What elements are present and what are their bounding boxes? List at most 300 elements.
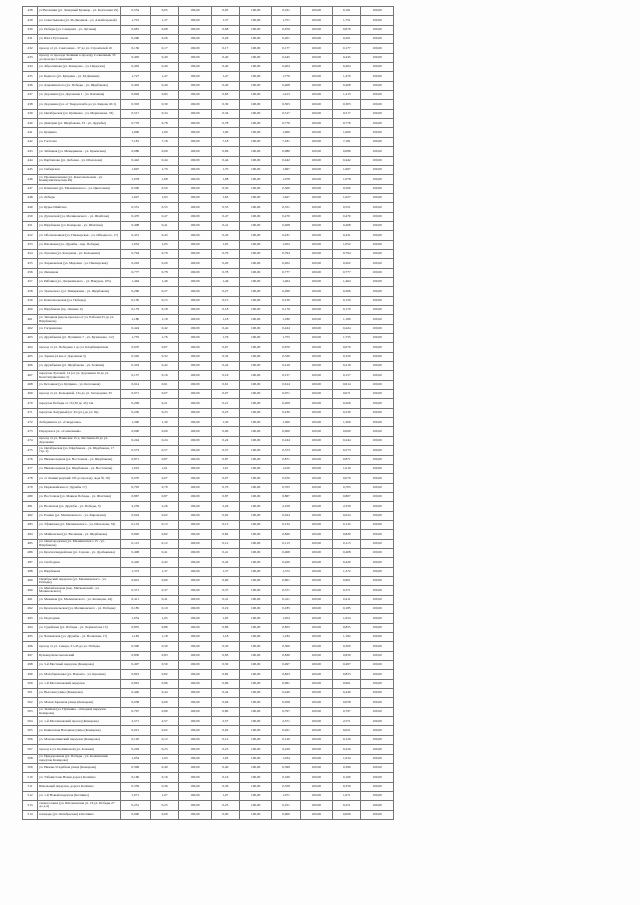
table-row bbox=[23, 100, 394, 109]
value-cell: 100,00 bbox=[239, 455, 272, 464]
value-cell: 0,78 bbox=[211, 268, 239, 277]
value-cell: 1,00 bbox=[150, 128, 178, 137]
road-name-cell: ул. Узбекистана Новая дорога Колпино bbox=[38, 773, 120, 782]
road-name-cell: ул. Дзержинского (ул. Победы - ул. Щербакова) bbox=[38, 81, 120, 90]
value-cell: 0,408 bbox=[272, 81, 300, 90]
value-cell: 0,44 bbox=[150, 689, 178, 698]
road-name-cell: ул. Лебеди bbox=[38, 193, 120, 202]
value-cell: 0,359 bbox=[333, 782, 361, 791]
value-cell: 0,251 bbox=[333, 801, 361, 810]
value-cell: 0,37 bbox=[150, 586, 178, 595]
road-name-cell: ул. Гагаринская bbox=[38, 324, 120, 333]
value-cell: 0,024 bbox=[272, 511, 300, 520]
row-number-cell: 496 bbox=[23, 642, 38, 651]
value-cell: 100,00 bbox=[179, 595, 212, 604]
value-cell: 1,46 bbox=[211, 277, 239, 286]
road-name-cell: Переулок в ул. «Солнечный» bbox=[38, 427, 120, 436]
value-cell: 0,83 bbox=[211, 651, 239, 660]
value-cell: 1,18 bbox=[150, 633, 178, 642]
value-cell: 0,07 bbox=[150, 390, 178, 399]
value-cell: 1,000 bbox=[333, 128, 361, 137]
value-cell: 100,00 bbox=[361, 408, 394, 417]
value-cell: 0,57 bbox=[150, 446, 178, 455]
value-cell: 100,00 bbox=[179, 763, 212, 772]
row-number-cell: 451 bbox=[23, 221, 38, 230]
value-cell: 1,627 bbox=[333, 193, 361, 202]
value-cell: 0,440 bbox=[333, 689, 361, 698]
table-row bbox=[23, 109, 394, 118]
road-name-cell: ул. Бедного (ул. Куприна - ул. М.Дюкина) bbox=[38, 72, 120, 81]
value-cell: 100,00 bbox=[361, 193, 394, 202]
road-name-cell: переулок Луговой, 14 (от ул. Дорожная 10 до ул. Конституционная, 5) bbox=[38, 371, 120, 380]
value-cell: 100,00 bbox=[179, 689, 212, 698]
value-cell: 0,179 bbox=[120, 306, 150, 315]
value-cell: 0,705 bbox=[120, 483, 150, 492]
road-name-cell: проезд от ул. Победная 1 до ул. Кладбищенская bbox=[38, 343, 120, 352]
table-row bbox=[23, 530, 394, 539]
value-cell: 100,00 bbox=[300, 221, 333, 230]
row-number-cell: 457 bbox=[23, 277, 38, 286]
value-cell: 100,00 bbox=[300, 670, 333, 679]
value-cell: 0,000 bbox=[272, 427, 300, 436]
value-cell: 100,00 bbox=[239, 334, 272, 343]
value-cell: 0,202 bbox=[333, 259, 361, 268]
value-cell: 100,00 bbox=[239, 362, 272, 371]
value-cell: 0,071 bbox=[333, 390, 361, 399]
value-cell: 0,470 bbox=[333, 212, 361, 221]
value-cell: 100,00 bbox=[179, 670, 212, 679]
value-cell: 1,071 bbox=[272, 791, 300, 800]
value-cell: 0,705 bbox=[272, 483, 300, 492]
value-cell: 100,00 bbox=[179, 287, 212, 296]
value-cell: 1,701 bbox=[120, 16, 150, 25]
value-cell: 0,02 bbox=[211, 511, 239, 520]
road-name-cell: ул. 3-й Местный переулок (Комарова) bbox=[38, 661, 120, 670]
row-number-cell: 484 bbox=[23, 530, 38, 539]
value-cell: 100,00 bbox=[300, 362, 333, 371]
value-cell: 0,161 bbox=[272, 7, 300, 16]
value-cell: 100,00 bbox=[300, 119, 333, 128]
value-cell: 100,00 bbox=[300, 35, 333, 44]
value-cell: 0,554 bbox=[120, 7, 150, 16]
table-row bbox=[23, 390, 394, 399]
value-cell: 0,266 bbox=[272, 287, 300, 296]
value-cell: 0,67 bbox=[150, 343, 178, 352]
value-cell: 100,00 bbox=[300, 259, 333, 268]
road-name-cell: проезд от ул. Воинская 15 д. Лиственя 20 до ул. Дорожная bbox=[38, 436, 120, 445]
row-number-cell: 471 bbox=[23, 408, 38, 417]
value-cell: 100,00 bbox=[361, 35, 394, 44]
row-number-cell: 456 bbox=[23, 268, 38, 277]
value-cell: 0,07 bbox=[150, 474, 178, 483]
row-number-cell: 497 bbox=[23, 651, 38, 660]
value-cell: 100,00 bbox=[361, 558, 394, 567]
table-body bbox=[23, 7, 394, 820]
value-cell: 0,867 bbox=[120, 492, 150, 501]
value-cell: 100,00 bbox=[239, 212, 272, 221]
road-name-cell: ул. Дружбыная (ул. Пушкина 7 - ул. Кузнецова, 1/2) bbox=[38, 334, 120, 343]
value-cell: 0,867 bbox=[333, 492, 361, 501]
road-name-cell: Октябрьский переулок (ул. Малиновского - ул. Победы) bbox=[38, 576, 120, 585]
value-cell: 0,40 bbox=[150, 53, 178, 62]
value-cell: 1,182 bbox=[120, 633, 150, 642]
value-cell: 0,500 bbox=[120, 184, 150, 193]
value-cell: 0,25 bbox=[211, 801, 239, 810]
road-name-cell: ул. Первомайская от Дружбы 17) bbox=[38, 483, 120, 492]
value-cell: 100,00 bbox=[239, 72, 272, 81]
table-row bbox=[23, 380, 394, 389]
value-cell: 100,00 bbox=[361, 306, 394, 315]
value-cell: 0,551 bbox=[120, 203, 150, 212]
value-cell: 100,00 bbox=[239, 91, 272, 100]
value-cell: 0,60 bbox=[150, 576, 178, 585]
road-name-cell: Школьный переулок, дорога Колпино bbox=[38, 782, 120, 791]
value-cell: 100,00 bbox=[300, 735, 333, 744]
value-cell: 0,12 bbox=[150, 539, 178, 548]
value-cell: 0,40 bbox=[211, 53, 239, 62]
value-cell: 100,00 bbox=[300, 408, 333, 417]
row-number-cell: 452 bbox=[23, 231, 38, 240]
value-cell: 0,30 bbox=[211, 100, 239, 109]
road-name-cell: ул. Михайловская (пер. Матвеевский - ул. Малиновского) bbox=[38, 586, 120, 595]
value-cell: 100,00 bbox=[361, 418, 394, 427]
value-cell: 0,41 bbox=[150, 221, 178, 230]
row-number-cell: 483 bbox=[23, 520, 38, 529]
table-row bbox=[23, 726, 394, 735]
value-cell: 100,00 bbox=[300, 745, 333, 754]
value-cell: 100,00 bbox=[239, 474, 272, 483]
value-cell: 100,00 bbox=[361, 119, 394, 128]
value-cell: 100,00 bbox=[179, 72, 212, 81]
value-cell: 0,20 bbox=[211, 259, 239, 268]
value-cell: 0,470 bbox=[120, 212, 150, 221]
value-cell: 100,00 bbox=[300, 175, 333, 184]
table-row bbox=[23, 184, 394, 193]
value-cell: 100,00 bbox=[361, 642, 394, 651]
table-row bbox=[23, 277, 394, 286]
value-cell: 0,670 bbox=[333, 343, 361, 352]
value-cell: 100,00 bbox=[179, 464, 212, 473]
value-cell: 0,185 bbox=[272, 605, 300, 614]
value-cell: 100,00 bbox=[179, 231, 212, 240]
value-cell: 1,37 bbox=[211, 567, 239, 576]
value-cell: 0,120 bbox=[120, 735, 150, 744]
value-cell: 0,87 bbox=[211, 492, 239, 501]
value-cell: 100,00 bbox=[361, 754, 394, 763]
value-cell: 0,497 bbox=[333, 661, 361, 670]
road-name-cell: ул. Октябрьская (ул. Куликова - ул. Маршанова, 33) bbox=[38, 109, 120, 118]
value-cell: 0,408 bbox=[120, 548, 150, 557]
road-register-table bbox=[22, 6, 394, 820]
value-cell: 0,41 bbox=[211, 548, 239, 557]
value-cell: 0,82 bbox=[211, 670, 239, 679]
value-cell: 1,63 bbox=[150, 193, 178, 202]
row-number-cell: 448 bbox=[23, 193, 38, 202]
value-cell: 7,181 bbox=[333, 137, 361, 146]
value-cell: 100,00 bbox=[179, 221, 212, 230]
value-cell: 0,42 bbox=[211, 362, 239, 371]
value-cell: 100,00 bbox=[361, 474, 394, 483]
table-row bbox=[23, 287, 394, 296]
value-cell: 0,09 bbox=[150, 147, 178, 156]
value-cell: 0,13 bbox=[150, 520, 178, 529]
table-row bbox=[23, 605, 394, 614]
value-cell: 1,30 bbox=[150, 418, 178, 427]
value-cell: 100,00 bbox=[300, 231, 333, 240]
value-cell: 100,00 bbox=[361, 343, 394, 352]
row-number-cell: 465 bbox=[23, 352, 38, 361]
value-cell: 7,18 bbox=[211, 137, 239, 146]
value-cell: 0,424 bbox=[120, 324, 150, 333]
value-cell: 100,00 bbox=[179, 371, 212, 380]
road-name-cell: ул. Клинская (ул. Малиновского - ул. Цветочная) bbox=[38, 184, 120, 193]
value-cell: 100,00 bbox=[179, 483, 212, 492]
table-row bbox=[23, 334, 394, 343]
value-cell: 0,070 bbox=[120, 474, 150, 483]
value-cell: 100,00 bbox=[239, 810, 272, 819]
value-cell: 7,181 bbox=[120, 137, 150, 146]
row-number-cell: 434 bbox=[23, 63, 38, 72]
value-cell: 100,00 bbox=[361, 576, 394, 585]
table-row bbox=[23, 642, 394, 651]
road-name-cell: ул. Барбашова (ул. Дебовая - ул. Шолохова) bbox=[38, 156, 120, 165]
road-name-cell: ул. Доронина (ул. Дорожная 1 - ул. Бахчевая) bbox=[38, 91, 120, 100]
value-cell: 100,00 bbox=[179, 100, 212, 109]
value-cell: 0,408 bbox=[333, 548, 361, 557]
value-cell: 100,00 bbox=[239, 502, 272, 511]
road-name-cell: ул. Щербакова bbox=[38, 567, 120, 576]
value-cell: 0,573 bbox=[120, 446, 150, 455]
value-cell: 0,445 bbox=[272, 53, 300, 62]
table-row bbox=[23, 119, 394, 128]
road-name-cell: Лебединая в ул. «Свердлова» bbox=[38, 418, 120, 427]
value-cell: 100,00 bbox=[300, 81, 333, 90]
road-name-cell: проезд от ул. Севера, 31-45 до ул. Победы bbox=[38, 642, 120, 651]
value-cell: 0,32 bbox=[150, 352, 178, 361]
value-cell: 100,00 bbox=[361, 334, 394, 343]
value-cell: 100,00 bbox=[361, 530, 394, 539]
value-cell: 100,00 bbox=[300, 91, 333, 100]
value-cell: 0,23 bbox=[211, 408, 239, 417]
value-cell: 1,37 bbox=[150, 16, 178, 25]
row-number-cell: 500 bbox=[23, 679, 38, 688]
road-name-cell: ул. Сибирская bbox=[38, 165, 120, 174]
value-cell: 2,259 bbox=[333, 502, 361, 511]
value-cell: 100,00 bbox=[361, 651, 394, 660]
value-cell: 0,201 bbox=[272, 35, 300, 44]
table-row bbox=[23, 446, 394, 455]
value-cell: 100,00 bbox=[361, 16, 394, 25]
row-number-cell: 502 bbox=[23, 698, 38, 707]
value-cell: 0,961 bbox=[333, 679, 361, 688]
value-cell: 0,777 bbox=[120, 268, 150, 277]
value-cell: 100,00 bbox=[361, 502, 394, 511]
value-cell: 100,00 bbox=[300, 698, 333, 707]
value-cell: 0,50 bbox=[211, 184, 239, 193]
value-cell: 100,00 bbox=[300, 277, 333, 286]
value-cell: 0,320 bbox=[120, 352, 150, 361]
row-number-cell: 477 bbox=[23, 464, 38, 473]
value-cell: 1,47 bbox=[150, 72, 178, 81]
table-row bbox=[23, 436, 394, 445]
value-cell: 1,300 bbox=[333, 418, 361, 427]
road-name-cell: ул. Высокая улица (Комарова) bbox=[38, 689, 120, 698]
value-cell: 0,55 bbox=[211, 203, 239, 212]
value-cell: 0,18 bbox=[211, 306, 239, 315]
row-number-cell: 468 bbox=[23, 380, 38, 389]
value-cell: 100,00 bbox=[239, 726, 272, 735]
value-cell: 100,00 bbox=[179, 726, 212, 735]
table-row bbox=[23, 492, 394, 501]
value-cell: 100,00 bbox=[300, 614, 333, 623]
value-cell: 1,751 bbox=[272, 16, 300, 25]
value-cell: 0,830 bbox=[272, 651, 300, 660]
value-cell: 0,404 bbox=[333, 63, 361, 72]
value-cell: 1,76 bbox=[150, 334, 178, 343]
value-cell: 0,209 bbox=[272, 399, 300, 408]
value-cell: 1,01 bbox=[211, 464, 239, 473]
value-cell: 0,303 bbox=[272, 100, 300, 109]
value-cell: 0,000 bbox=[333, 810, 361, 819]
row-number-cell: 479 bbox=[23, 483, 38, 492]
value-cell: 1,300 bbox=[272, 418, 300, 427]
row-number-cell: 513 bbox=[23, 801, 38, 810]
value-cell: 0,000 bbox=[333, 427, 361, 436]
value-cell: 100,00 bbox=[300, 287, 333, 296]
row-number-cell: 460 bbox=[23, 306, 38, 315]
value-cell: 1,37 bbox=[150, 567, 178, 576]
road-name-cell: ул. Октябрьская (ул. Щербакова - ул. Щербакова, 17 стр. 2) bbox=[38, 446, 120, 455]
road-name-cell: ул. Шота Руставели bbox=[38, 35, 120, 44]
table-row bbox=[23, 791, 394, 800]
value-cell: 0,57 bbox=[211, 446, 239, 455]
table-row bbox=[23, 670, 394, 679]
value-cell: 1,010 bbox=[272, 464, 300, 473]
value-cell: 100,00 bbox=[239, 390, 272, 399]
value-cell: 100,00 bbox=[239, 446, 272, 455]
value-cell: 100,00 bbox=[239, 558, 272, 567]
value-cell: 0,260 bbox=[120, 35, 150, 44]
table-row bbox=[23, 614, 394, 623]
row-number-cell: 495 bbox=[23, 633, 38, 642]
value-cell: 100,00 bbox=[179, 63, 212, 72]
road-name-cell: проезд от ул. Самсонова - 37 до ул. Строителей 10 bbox=[38, 44, 120, 53]
value-cell: 1,413 bbox=[272, 91, 300, 100]
value-cell: 1,413 bbox=[333, 91, 361, 100]
value-cell: 100,00 bbox=[179, 25, 212, 34]
row-number-cell: 438 bbox=[23, 100, 38, 109]
value-cell: 1,05 bbox=[211, 240, 239, 249]
value-cell: 100,00 bbox=[179, 605, 212, 614]
table-row bbox=[23, 689, 394, 698]
value-cell: 0,20 bbox=[150, 259, 178, 268]
value-cell: 0,41 bbox=[211, 221, 239, 230]
value-cell: 0,058 bbox=[120, 698, 150, 707]
value-cell: 0,209 bbox=[120, 399, 150, 408]
value-cell: 100,00 bbox=[179, 558, 212, 567]
value-cell: 0,681 bbox=[120, 25, 150, 34]
road-name-cell: ул. Обозначенная (ул. Пионерская - ул. Обводного, 17) bbox=[38, 231, 120, 240]
value-cell: 100,00 bbox=[300, 212, 333, 221]
value-cell: 0,244 bbox=[272, 436, 300, 445]
value-cell: 100,00 bbox=[300, 427, 333, 436]
value-cell: 100,00 bbox=[361, 212, 394, 221]
value-cell: 100,00 bbox=[300, 483, 333, 492]
value-cell: 0,179 bbox=[333, 306, 361, 315]
value-cell: 0,23 bbox=[211, 745, 239, 754]
row-number-cell: 506 bbox=[23, 735, 38, 744]
value-cell: 0,83 bbox=[150, 91, 178, 100]
row-number-cell: 478 bbox=[23, 474, 38, 483]
value-cell: 0,411 bbox=[120, 595, 150, 604]
value-cell: 100,00 bbox=[239, 586, 272, 595]
value-cell: 7,18 bbox=[150, 137, 178, 146]
value-cell: 0,670 bbox=[272, 343, 300, 352]
table-row bbox=[23, 651, 394, 660]
value-cell: 100,00 bbox=[300, 623, 333, 632]
row-number-cell: 481 bbox=[23, 502, 38, 511]
value-cell: 100,00 bbox=[179, 679, 212, 688]
value-cell: 0,87 bbox=[211, 455, 239, 464]
value-cell: 1,76 bbox=[211, 334, 239, 343]
value-cell: 100,00 bbox=[361, 791, 394, 800]
value-cell: 100,00 bbox=[239, 492, 272, 501]
table-row bbox=[23, 193, 394, 202]
value-cell: 1,08 bbox=[150, 175, 178, 184]
road-name-cell: ул. Курье Шайтана bbox=[38, 203, 120, 212]
value-cell: 100,00 bbox=[361, 810, 394, 819]
value-cell: 1,054 bbox=[333, 614, 361, 623]
value-cell: 100,00 bbox=[300, 763, 333, 772]
value-cell: 1,054 bbox=[272, 614, 300, 623]
value-cell: 0,420 bbox=[272, 558, 300, 567]
road-name-cell: ул. Бетонная (ул. Куприна - ул. Котельная) bbox=[38, 380, 120, 389]
value-cell: 0,202 bbox=[120, 259, 150, 268]
row-number-cell: 439 bbox=[23, 109, 38, 118]
value-cell: 0,517 bbox=[120, 109, 150, 118]
value-cell: 0,399 bbox=[120, 763, 150, 772]
value-cell: 100,00 bbox=[361, 380, 394, 389]
value-cell: 100,00 bbox=[300, 502, 333, 511]
value-cell: 1,182 bbox=[333, 633, 361, 642]
value-cell: 100,00 bbox=[300, 7, 333, 16]
value-cell: 100,00 bbox=[239, 773, 272, 782]
road-name-cell: ул. Уфимская (ул. Малиновского - ул. Шолохова, 33) bbox=[38, 520, 120, 529]
value-cell: 100,00 bbox=[179, 427, 212, 436]
value-cell: 0,445 bbox=[333, 53, 361, 62]
value-cell: 100,00 bbox=[361, 371, 394, 380]
row-number-cell: 443 bbox=[23, 147, 38, 156]
value-cell: 100,00 bbox=[239, 707, 272, 716]
road-name-cell: ул. Волжская (ул. Дружбы - ул. Победы, 5) bbox=[38, 502, 120, 511]
value-cell: 0,42 bbox=[211, 558, 239, 567]
row-number-cell: 494 bbox=[23, 623, 38, 632]
value-cell: 100,00 bbox=[300, 240, 333, 249]
value-cell: 0,86 bbox=[211, 623, 239, 632]
value-cell: 100,00 bbox=[300, 147, 333, 156]
value-cell: 100,00 bbox=[300, 539, 333, 548]
value-cell: 0,27 bbox=[211, 287, 239, 296]
value-cell: 100,00 bbox=[300, 661, 333, 670]
row-number-cell: 505 bbox=[23, 726, 38, 735]
value-cell: 100,00 bbox=[239, 109, 272, 118]
road-name-cell: ул. Малобрюховка (ул. Валента - ул. Красина) bbox=[38, 670, 120, 679]
table-row bbox=[23, 296, 394, 305]
road-name-cell: ул. Западная (вдоль проезда от ул. Рабочая 25 до ул. Щербакова) bbox=[38, 315, 120, 324]
table-row bbox=[23, 717, 394, 726]
value-cell: 0,086 bbox=[120, 147, 150, 156]
value-cell: 100,00 bbox=[300, 72, 333, 81]
